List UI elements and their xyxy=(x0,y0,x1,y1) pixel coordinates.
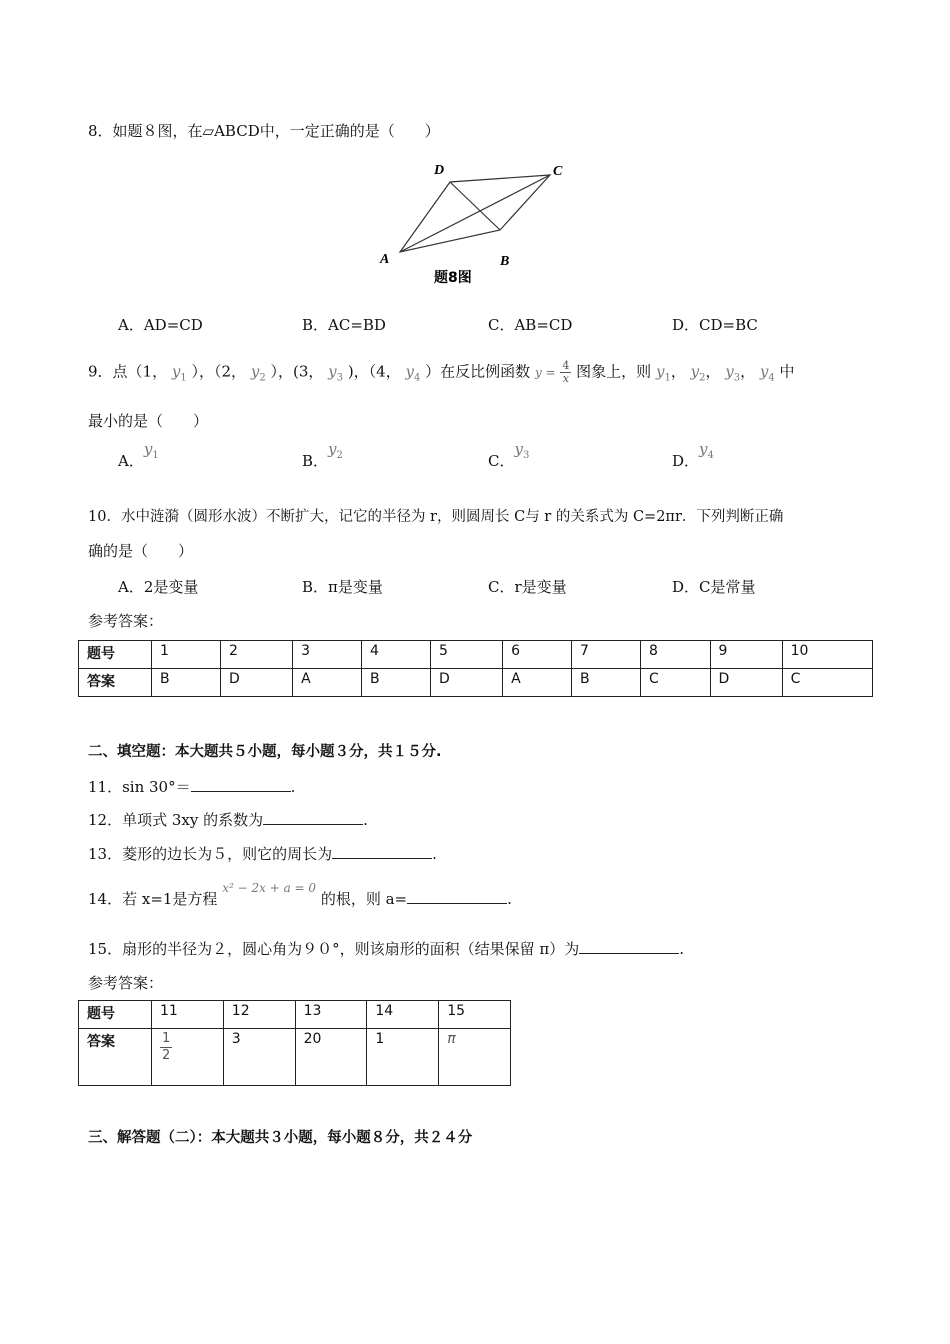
section-2-heading: 二、填空题：本大题共５小题，每小题３分，共１５分. xyxy=(88,744,442,760)
reference-answer-label-2: 参考答案： xyxy=(88,974,164,992)
table-row-answers: 答案 B D A B D A B C D C xyxy=(79,669,873,697)
q9-option-d: D．$y^4$ xyxy=(672,440,714,470)
table-row-numbers: 题号 1 2 3 4 5 6 7 8 9 10 xyxy=(79,641,873,669)
q14: 14．若 x=1是方程 $^{x^2 - 2x + a = 0}$ 的根，则 a= . xyxy=(88,881,512,908)
q8-option-b: B．AC=BD xyxy=(302,316,386,334)
q8-option-d: D．CD=BC xyxy=(672,316,758,334)
q10-line2: 确的是（ ） xyxy=(88,542,194,560)
parallelogram-figure xyxy=(370,155,580,290)
q9-option-c: C．$y^3$ xyxy=(488,440,530,470)
label-a: A xyxy=(380,252,390,267)
q14-equation: x² − 2x + a = 0 xyxy=(222,881,317,895)
q8-option-c: C．AB=CD xyxy=(488,316,573,334)
answer-fraction-one-half: $\frac{1}{2}$ xyxy=(162,1031,171,1063)
q10-option-b: B．π是变量 xyxy=(302,578,383,596)
q10-option-a: A．2是变量 xyxy=(118,578,199,596)
q9-option-b: B．$y^2$ xyxy=(302,440,343,470)
q10-option-d: D．C是常量 xyxy=(672,578,756,596)
q9-option-a: A．$y^1$ xyxy=(118,440,159,470)
label-d: D xyxy=(434,163,445,178)
q9-line2: 最小的是（ ） xyxy=(88,412,209,430)
q11: 11．sin 30°＝ . xyxy=(88,778,296,796)
table-row-answers: 答案 $\frac{1}{2}$ 3 20 1 π xyxy=(79,1029,511,1086)
answer-table-1 xyxy=(78,640,873,697)
answer-table-2 xyxy=(78,1000,511,1086)
figure-caption: 题8图 xyxy=(434,270,472,286)
table-row-numbers: 题号 11 12 13 14 15 xyxy=(79,1001,511,1029)
fraction-4-over-x: $\frac{4}{x}$ xyxy=(562,359,570,385)
q9-stem: 9．点（1， $y_1$ ），（2， $y_2$ ），(3， $y_3$ )，（4， $y_4$ ）在反比例函数 y = $\frac{4}{x}$ 图象上，则 $y_1$， $y_2$， $y_3$， $y_4$ 中 xyxy=(88,359,795,385)
q13: 13．菱形的边长为５，则它的周长为 . xyxy=(88,845,437,863)
q12: 12．单项式 3xy 的系数为 . xyxy=(88,811,368,829)
q10-option-c: C．r是变量 xyxy=(488,578,567,596)
q10-line1: 10．水中涟漪（圆形水波）不断扩大，记它的半径为 r，则圆周长 C与 r 的关系式为 C=2πr．下列判断正确 xyxy=(88,509,784,525)
q8-stem: 8．如题８图，在▱ABCD中，一定正确的是（ ） xyxy=(88,122,440,140)
q15: 15．扇形的半径为２，圆心角为９０°，则该扇形的面积（结果保留 π）为 . xyxy=(88,940,684,958)
q8-option-a: A．AD=CD xyxy=(118,316,203,334)
label-c: C xyxy=(553,164,563,179)
section-3-heading: 三、解答题（二）：本大题共３小题，每小题８分，共２４分 xyxy=(88,1130,473,1146)
reference-answer-label-1: 参考答案： xyxy=(88,612,164,630)
label-b: B xyxy=(500,254,510,269)
